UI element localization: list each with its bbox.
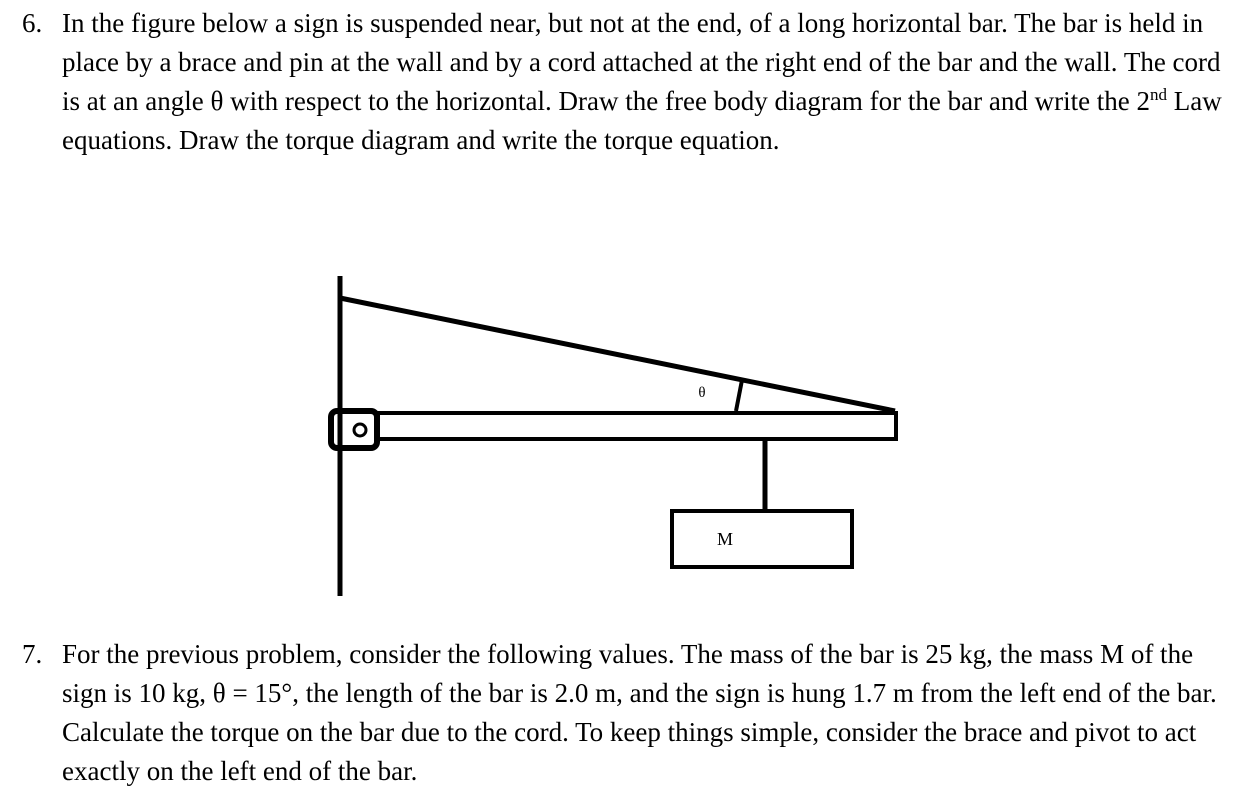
sign-box [672,511,852,567]
mass-label: M [716,529,734,549]
horizontal-bar [378,413,896,439]
problem-6-number: 6. [22,8,43,38]
problem-7-text: For the previous problem, consider the following values. The mass of the bar is 25 kg, the mass M of the sign is 10 kg, θ = 15°, the length of the bar is 2.0 m, and the sign is hung 1.7 m from the left end of the bar. Calculate the torque on the bar due to the cord. To keep things simple, consider the brace and pivot to act exactly on the left end of the bar. [62,639,1217,786]
angle-arc-mark [736,380,742,411]
cord-line [340,298,895,411]
problem-6-text-part1: In the figure below a sign is suspended near, but not at the end, of a long horizontal bar. The bar is held in place by a brace and pin at the wall and by a cord attached at the right end of the bar and the wall. The cord is at an angle θ with respect to the horizontal. Draw the free body diagram for the bar and write the 2 [62,8,1221,116]
problem-6-text-part2: Law equations. Draw the torque diagram and write the torque equation. [62,86,1222,155]
angle-label: θ [698,385,706,401]
problem-7 [22,635,1222,791]
problem-7-number: 7. [22,639,43,669]
problem-6-superscript: nd [1150,85,1168,104]
pin-circle [354,424,366,436]
